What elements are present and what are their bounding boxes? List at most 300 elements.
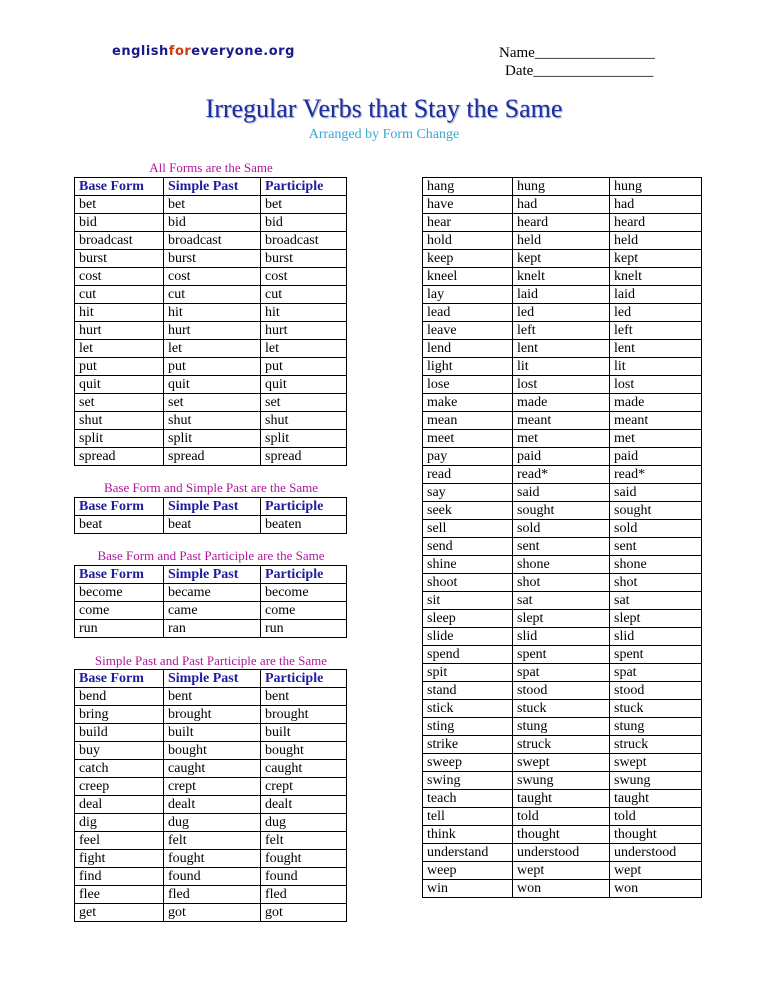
simple-past-cell: slid (513, 628, 610, 646)
participle-cell: got (261, 904, 347, 922)
simple-past-cell: knelt (513, 268, 610, 286)
participle-cell: fled (261, 886, 347, 904)
table-row (75, 602, 347, 620)
simple-past-cell: cost (164, 268, 261, 286)
verb-table-all-same (74, 177, 347, 466)
participle-cell: sent (610, 538, 702, 556)
participle-cell: said (610, 484, 702, 502)
base-form-cell: sweep (423, 754, 513, 772)
participle-cell: heard (610, 214, 702, 232)
simple-past-cell: met (513, 430, 610, 448)
participle-cell: shut (261, 412, 347, 430)
participle-cell: spat (610, 664, 702, 682)
base-form-cell: quit (75, 376, 164, 394)
base-form-cell: mean (423, 412, 513, 430)
participle-cell: understood (610, 844, 702, 862)
base-form-cell: keep (423, 250, 513, 268)
base-form-cell: strike (423, 736, 513, 754)
table-row (75, 250, 347, 268)
participle-cell: let (261, 340, 347, 358)
table-row (423, 196, 702, 214)
base-form-cell: feel (75, 832, 164, 850)
simple-past-cell: hung (513, 178, 610, 196)
table-row (423, 754, 702, 772)
table-row (75, 340, 347, 358)
participle-cell: shone (610, 556, 702, 574)
participle-cell: wept (610, 862, 702, 880)
table-row (423, 880, 702, 898)
simple-past-cell: split (164, 430, 261, 448)
table-row (423, 556, 702, 574)
participle-cell: bid (261, 214, 347, 232)
base-form-cell: creep (75, 778, 164, 796)
table-row (423, 664, 702, 682)
table-row (423, 430, 702, 448)
base-form-cell: run (75, 620, 164, 638)
simple-past-cell: hurt (164, 322, 261, 340)
table-header-row (75, 178, 347, 196)
base-form-header: Base Form (75, 670, 164, 688)
simple-past-header: Simple Past (164, 670, 261, 688)
simple-past-cell: broadcast (164, 232, 261, 250)
simple-past-cell: meant (513, 412, 610, 430)
participle-cell: struck (610, 736, 702, 754)
table-row (423, 682, 702, 700)
name-date-fields (499, 44, 655, 80)
base-form-cell: swing (423, 772, 513, 790)
page-subtitle: Arranged by Form Change (308, 127, 460, 142)
date-line: Date________________ (505, 63, 654, 79)
base-form-cell: leave (423, 322, 513, 340)
participle-cell: sold (610, 520, 702, 538)
simple-past-cell: bid (164, 214, 261, 232)
participle-cell: swung (610, 772, 702, 790)
participle-cell: stuck (610, 700, 702, 718)
base-form-header: Base Form (75, 498, 164, 516)
base-form-cell: shut (75, 412, 164, 430)
participle-cell: led (610, 304, 702, 322)
table-row (423, 376, 702, 394)
simple-past-cell: lent (513, 340, 610, 358)
simple-past-cell: sought (513, 502, 610, 520)
participle-cell: split (261, 430, 347, 448)
participle-cell: brought (261, 706, 347, 724)
simple-past-cell: spat (513, 664, 610, 682)
simple-past-cell: beat (164, 516, 261, 534)
simple-past-cell: spread (164, 448, 261, 466)
base-form-cell: hit (75, 304, 164, 322)
section-caption-base-participle-same: Base Form and Past Participle are the Same (97, 548, 325, 563)
simple-past-cell: got (164, 904, 261, 922)
table-row (423, 466, 702, 484)
simple-past-cell: paid (513, 448, 610, 466)
simple-past-cell: crept (164, 778, 261, 796)
participle-cell: fought (261, 850, 347, 868)
table-row (75, 232, 347, 250)
participle-header: Participle (261, 566, 347, 584)
table-row (423, 538, 702, 556)
participle-cell: beaten (261, 516, 347, 534)
base-form-cell: teach (423, 790, 513, 808)
participle-cell: stood (610, 682, 702, 700)
simple-past-cell: spent (513, 646, 610, 664)
participle-cell: found (261, 868, 347, 886)
base-form-cell: understand (423, 844, 513, 862)
base-form-cell: deal (75, 796, 164, 814)
base-form-cell: sting (423, 718, 513, 736)
table-row (423, 592, 702, 610)
simple-past-cell: shut (164, 412, 261, 430)
base-form-cell: hang (423, 178, 513, 196)
base-form-cell: put (75, 358, 164, 376)
participle-cell: hurt (261, 322, 347, 340)
table-row (75, 850, 347, 868)
table-row (423, 448, 702, 466)
base-form-cell: meet (423, 430, 513, 448)
table-header-row (75, 670, 347, 688)
base-form-cell: shine (423, 556, 513, 574)
table-row (423, 412, 702, 430)
table-row (423, 718, 702, 736)
table-row (423, 268, 702, 286)
simple-past-cell: found (164, 868, 261, 886)
base-form-cell: spread (75, 448, 164, 466)
table-row (423, 700, 702, 718)
base-form-cell: burst (75, 250, 164, 268)
participle-cell: met (610, 430, 702, 448)
verb-table-base-past-same (74, 497, 347, 534)
participle-header: Participle (261, 498, 347, 516)
simple-past-cell: stung (513, 718, 610, 736)
simple-past-cell: understood (513, 844, 610, 862)
participle-cell: swept (610, 754, 702, 772)
base-form-cell: pay (423, 448, 513, 466)
base-form-cell: lose (423, 376, 513, 394)
table-row (75, 742, 347, 760)
participle-cell: caught (261, 760, 347, 778)
participle-cell: held (610, 232, 702, 250)
simple-past-cell: set (164, 394, 261, 412)
base-form-cell: make (423, 394, 513, 412)
table-row (423, 610, 702, 628)
base-form-cell: tell (423, 808, 513, 826)
base-form-cell: cut (75, 286, 164, 304)
participle-cell: come (261, 602, 347, 620)
table-row (75, 584, 347, 602)
base-form-cell: become (75, 584, 164, 602)
table-row (75, 376, 347, 394)
base-form-cell: let (75, 340, 164, 358)
base-form-cell: spend (423, 646, 513, 664)
table-row (423, 862, 702, 880)
simple-past-cell: struck (513, 736, 610, 754)
table-row (423, 790, 702, 808)
simple-past-header: Simple Past (164, 566, 261, 584)
table-row (75, 796, 347, 814)
simple-past-cell: fled (164, 886, 261, 904)
base-form-cell: bend (75, 688, 164, 706)
simple-past-cell: put (164, 358, 261, 376)
simple-past-cell: hit (164, 304, 261, 322)
table-row (75, 430, 347, 448)
participle-cell: felt (261, 832, 347, 850)
table-row (75, 196, 347, 214)
participle-cell: sat (610, 592, 702, 610)
simple-past-cell: stood (513, 682, 610, 700)
table-row (423, 232, 702, 250)
base-form-cell: lead (423, 304, 513, 322)
base-form-cell: bring (75, 706, 164, 724)
base-form-cell: bid (75, 214, 164, 232)
participle-cell: won (610, 880, 702, 898)
table-row (75, 706, 347, 724)
participle-cell: quit (261, 376, 347, 394)
simple-past-cell: built (164, 724, 261, 742)
simple-past-cell: held (513, 232, 610, 250)
base-form-cell: split (75, 430, 164, 448)
simple-past-cell: dealt (164, 796, 261, 814)
simple-past-cell: left (513, 322, 610, 340)
simple-past-cell: read* (513, 466, 610, 484)
participle-cell: cost (261, 268, 347, 286)
participle-cell: cut (261, 286, 347, 304)
simple-past-cell: dug (164, 814, 261, 832)
base-form-cell: hear (423, 214, 513, 232)
table-row (423, 646, 702, 664)
section-caption-base-past-same: Base Form and Simple Past are the Same (103, 480, 319, 495)
simple-past-cell: let (164, 340, 261, 358)
simple-past-cell: had (513, 196, 610, 214)
participle-cell: told (610, 808, 702, 826)
section-caption-all-same: All Forms are the Same (149, 160, 273, 175)
table-row (75, 814, 347, 832)
participle-cell: sought (610, 502, 702, 520)
participle-cell: bent (261, 688, 347, 706)
base-form-cell: catch (75, 760, 164, 778)
base-form-cell: flee (75, 886, 164, 904)
base-form-cell: seek (423, 502, 513, 520)
base-form-cell: sell (423, 520, 513, 538)
base-form-cell: spit (423, 664, 513, 682)
base-form-cell: read (423, 466, 513, 484)
participle-cell: laid (610, 286, 702, 304)
table-row (75, 412, 347, 430)
participle-cell: slid (610, 628, 702, 646)
simple-past-cell: wept (513, 862, 610, 880)
simple-past-cell: said (513, 484, 610, 502)
table-row (75, 886, 347, 904)
base-form-cell: hold (423, 232, 513, 250)
participle-cell: kept (610, 250, 702, 268)
simple-past-cell: cut (164, 286, 261, 304)
table-row (75, 358, 347, 376)
base-form-cell: stick (423, 700, 513, 718)
simple-past-cell: fought (164, 850, 261, 868)
simple-past-cell: kept (513, 250, 610, 268)
participle-cell: meant (610, 412, 702, 430)
participle-cell: become (261, 584, 347, 602)
simple-past-cell: brought (164, 706, 261, 724)
table-row (423, 358, 702, 376)
table-row (75, 620, 347, 638)
simple-past-cell: became (164, 584, 261, 602)
participle-cell: hung (610, 178, 702, 196)
base-form-cell: dig (75, 814, 164, 832)
base-form-cell: shoot (423, 574, 513, 592)
table-row (423, 502, 702, 520)
participle-cell: bought (261, 742, 347, 760)
participle-cell: dealt (261, 796, 347, 814)
simple-past-cell: sold (513, 520, 610, 538)
base-form-cell: bet (75, 196, 164, 214)
participle-header: Participle (261, 670, 347, 688)
verb-table-continued (422, 177, 702, 898)
participle-cell: paid (610, 448, 702, 466)
simple-past-cell: laid (513, 286, 610, 304)
table-row (75, 448, 347, 466)
table-row (423, 286, 702, 304)
base-form-cell: sit (423, 592, 513, 610)
table-row (423, 178, 702, 196)
simple-past-cell: lost (513, 376, 610, 394)
table-row (423, 808, 702, 826)
simple-past-cell: came (164, 602, 261, 620)
table-row (75, 322, 347, 340)
table-row (423, 394, 702, 412)
name-line: Name________________ (499, 45, 655, 61)
simple-past-cell: caught (164, 760, 261, 778)
table-row (423, 250, 702, 268)
participle-cell: run (261, 620, 347, 638)
participle-cell: shot (610, 574, 702, 592)
verb-table-past-participle-same (74, 669, 347, 922)
site-logo: englishforeveryone.org (112, 44, 295, 59)
simple-past-cell: stuck (513, 700, 610, 718)
participle-cell: spread (261, 448, 347, 466)
participle-cell: lit (610, 358, 702, 376)
table-row (75, 286, 347, 304)
table-row (423, 772, 702, 790)
participle-cell: bet (261, 196, 347, 214)
table-row (423, 340, 702, 358)
simple-past-cell: shot (513, 574, 610, 592)
base-form-cell: have (423, 196, 513, 214)
participle-cell: lost (610, 376, 702, 394)
table-row (75, 760, 347, 778)
base-form-cell: cost (75, 268, 164, 286)
table-row (75, 868, 347, 886)
base-form-cell: buy (75, 742, 164, 760)
base-form-cell: find (75, 868, 164, 886)
table-row (75, 688, 347, 706)
verb-table-base-participle-same (74, 565, 347, 638)
page-title: Irregular Verbs that Stay the Same (205, 94, 563, 123)
base-form-cell: say (423, 484, 513, 502)
base-form-cell: send (423, 538, 513, 556)
table-header-row (75, 566, 347, 584)
base-form-cell: win (423, 880, 513, 898)
simple-past-cell: thought (513, 826, 610, 844)
table-row (423, 574, 702, 592)
table-row (75, 724, 347, 742)
participle-cell: put (261, 358, 347, 376)
simple-past-cell: bent (164, 688, 261, 706)
base-form-cell: build (75, 724, 164, 742)
base-form-cell: think (423, 826, 513, 844)
base-form-cell: broadcast (75, 232, 164, 250)
simple-past-header: Simple Past (164, 178, 261, 196)
simple-past-cell: felt (164, 832, 261, 850)
simple-past-cell: swept (513, 754, 610, 772)
simple-past-cell: heard (513, 214, 610, 232)
simple-past-cell: taught (513, 790, 610, 808)
simple-past-cell: led (513, 304, 610, 322)
base-form-cell: set (75, 394, 164, 412)
participle-cell: lent (610, 340, 702, 358)
simple-past-cell: quit (164, 376, 261, 394)
base-form-cell: kneel (423, 268, 513, 286)
simple-past-cell: made (513, 394, 610, 412)
participle-cell: spent (610, 646, 702, 664)
base-form-cell: sleep (423, 610, 513, 628)
participle-cell: slept (610, 610, 702, 628)
participle-cell: stung (610, 718, 702, 736)
participle-cell: taught (610, 790, 702, 808)
table-row (75, 304, 347, 322)
participle-cell: made (610, 394, 702, 412)
table-row (423, 484, 702, 502)
simple-past-cell: sat (513, 592, 610, 610)
base-form-cell: stand (423, 682, 513, 700)
participle-cell: knelt (610, 268, 702, 286)
simple-past-cell: shone (513, 556, 610, 574)
base-form-cell: slide (423, 628, 513, 646)
participle-cell: hit (261, 304, 347, 322)
table-row (423, 520, 702, 538)
base-form-cell: lay (423, 286, 513, 304)
table-row (75, 268, 347, 286)
table-row (75, 516, 347, 534)
simple-past-cell: told (513, 808, 610, 826)
base-form-cell: fight (75, 850, 164, 868)
simple-past-cell: sent (513, 538, 610, 556)
participle-cell: read* (610, 466, 702, 484)
base-form-header: Base Form (75, 566, 164, 584)
simple-past-cell: won (513, 880, 610, 898)
simple-past-header: Simple Past (164, 498, 261, 516)
participle-cell: thought (610, 826, 702, 844)
participle-cell: broadcast (261, 232, 347, 250)
base-form-cell: hurt (75, 322, 164, 340)
participle-cell: left (610, 322, 702, 340)
table-row (423, 304, 702, 322)
simple-past-cell: lit (513, 358, 610, 376)
participle-cell: crept (261, 778, 347, 796)
table-row (423, 322, 702, 340)
base-form-header: Base Form (75, 178, 164, 196)
table-row (423, 736, 702, 754)
table-row (423, 844, 702, 862)
simple-past-cell: slept (513, 610, 610, 628)
participle-cell: dug (261, 814, 347, 832)
table-row (75, 394, 347, 412)
table-row (423, 214, 702, 232)
base-form-cell: beat (75, 516, 164, 534)
base-form-cell: light (423, 358, 513, 376)
simple-past-cell: ran (164, 620, 261, 638)
participle-cell: had (610, 196, 702, 214)
table-row (75, 778, 347, 796)
